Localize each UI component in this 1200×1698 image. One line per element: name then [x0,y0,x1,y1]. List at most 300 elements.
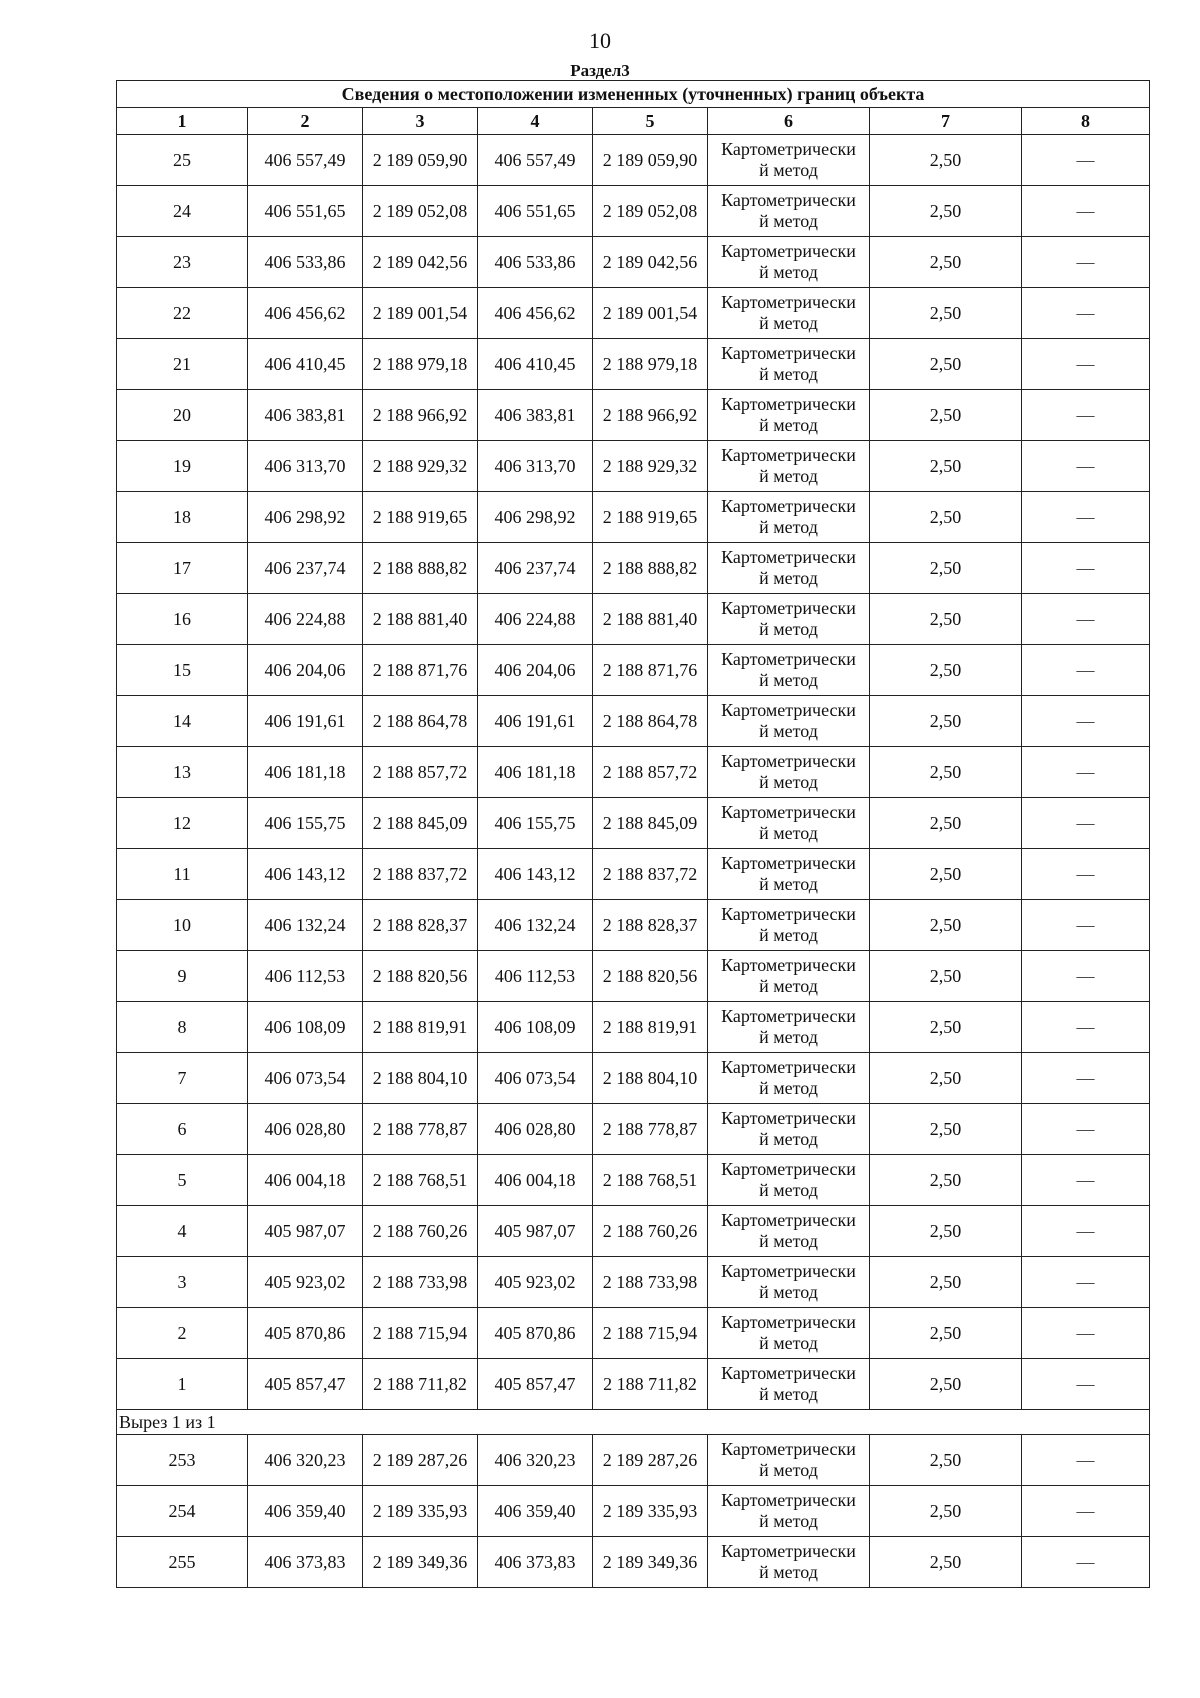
method-text-line1: Картометрически [721,343,856,363]
table-row [117,1435,1150,1486]
description-cell: — [1022,1155,1150,1206]
method-text-line2: й метод [759,1231,818,1251]
column-number: 8 [1022,108,1150,135]
method-cell [708,288,870,339]
method-cell [708,696,870,747]
x-existing-cell: 405 870,86 [248,1308,363,1359]
point-number-cell: 18 [117,492,248,543]
table-row [117,1486,1150,1537]
y-new-cell: 2 188 715,94 [593,1308,708,1359]
y-new-cell: 2 189 349,36 [593,1537,708,1588]
method-text-line1: Картометрически [721,955,856,975]
x-new-cell: 406 191,61 [478,696,593,747]
point-number-cell: 24 [117,186,248,237]
x-existing-cell: 406 373,83 [248,1537,363,1588]
method-text-line2: й метод [759,1384,818,1404]
x-new-cell: 406 028,80 [478,1104,593,1155]
point-number-cell: 20 [117,390,248,441]
y-existing-cell: 2 188 733,98 [363,1257,478,1308]
point-number-cell: 22 [117,288,248,339]
x-existing-cell: 406 204,06 [248,645,363,696]
method-text-line2: й метод [759,823,818,843]
table-row [117,1155,1150,1206]
method-text-line1: Картометрически [721,1006,856,1026]
accuracy-cell: 2,50 [870,645,1022,696]
accuracy-cell: 2,50 [870,1206,1022,1257]
description-cell: — [1022,1206,1150,1257]
x-existing-cell: 406 313,70 [248,441,363,492]
description-cell: — [1022,1002,1150,1053]
x-new-cell: 406 237,74 [478,543,593,594]
method-cell [708,747,870,798]
table-row [117,951,1150,1002]
description-cell: — [1022,951,1150,1002]
method-cell [708,135,870,186]
table-row [117,1308,1150,1359]
table-row [117,1002,1150,1053]
method-cell [708,900,870,951]
description-cell: — [1022,186,1150,237]
accuracy-cell: 2,50 [870,798,1022,849]
x-existing-cell: 406 181,18 [248,747,363,798]
y-new-cell: 2 189 042,56 [593,237,708,288]
x-new-cell: 406 298,92 [478,492,593,543]
method-cell [708,1002,870,1053]
method-cell [708,849,870,900]
description-cell: — [1022,441,1150,492]
y-existing-cell: 2 188 820,56 [363,951,478,1002]
x-existing-cell: 406 191,61 [248,696,363,747]
y-new-cell: 2 188 979,18 [593,339,708,390]
method-text-line1: Картометрически [721,139,856,159]
point-number-cell: 12 [117,798,248,849]
method-text-line2: й метод [759,1562,818,1582]
table-row [117,135,1150,186]
method-text-line2: й метод [759,772,818,792]
method-text-line2: й метод [759,160,818,180]
accuracy-cell: 2,50 [870,1155,1022,1206]
table-row [117,900,1150,951]
y-existing-cell: 2 188 837,72 [363,849,478,900]
method-text-line1: Картометрически [721,1363,856,1383]
y-existing-cell: 2 188 979,18 [363,339,478,390]
description-cell: — [1022,237,1150,288]
method-text-line1: Картометрически [721,1261,856,1281]
x-existing-cell: 406 028,80 [248,1104,363,1155]
method-cell [708,390,870,441]
accuracy-cell: 2,50 [870,594,1022,645]
description-cell: — [1022,900,1150,951]
method-cell [708,1359,870,1410]
method-text-line1: Картометрически [721,904,856,924]
point-number-cell: 17 [117,543,248,594]
y-existing-cell: 2 188 857,72 [363,747,478,798]
accuracy-cell: 2,50 [870,186,1022,237]
point-number-cell: 7 [117,1053,248,1104]
method-text-line2: й метод [759,568,818,588]
y-existing-cell: 2 188 804,10 [363,1053,478,1104]
table-row [117,849,1150,900]
x-new-cell: 405 870,86 [478,1308,593,1359]
method-text-line2: й метод [759,211,818,231]
point-number-cell: 10 [117,900,248,951]
table-row [117,492,1150,543]
method-cell [708,1257,870,1308]
description-cell: — [1022,594,1150,645]
method-text-line1: Картометрически [721,1312,856,1332]
table-row [117,1053,1150,1104]
accuracy-cell: 2,50 [870,237,1022,288]
table-row [117,594,1150,645]
column-number: 3 [363,108,478,135]
x-existing-cell: 406 073,54 [248,1053,363,1104]
point-number-cell: 9 [117,951,248,1002]
y-existing-cell: 2 188 711,82 [363,1359,478,1410]
description-cell: — [1022,1435,1150,1486]
method-cell [708,951,870,1002]
table-row [117,696,1150,747]
x-existing-cell: 406 320,23 [248,1435,363,1486]
point-number-cell: 25 [117,135,248,186]
y-new-cell: 2 188 845,09 [593,798,708,849]
x-existing-cell: 406 557,49 [248,135,363,186]
y-new-cell: 2 188 768,51 [593,1155,708,1206]
method-text-line2: й метод [759,976,818,996]
y-new-cell: 2 188 711,82 [593,1359,708,1410]
y-existing-cell: 2 188 768,51 [363,1155,478,1206]
description-cell: — [1022,543,1150,594]
y-existing-cell: 2 188 819,91 [363,1002,478,1053]
method-text-line1: Картометрически [721,700,856,720]
method-cell [708,1206,870,1257]
description-cell: — [1022,747,1150,798]
y-existing-cell: 2 189 001,54 [363,288,478,339]
x-existing-cell: 406 359,40 [248,1486,363,1537]
table-row [117,390,1150,441]
description-cell: — [1022,1308,1150,1359]
x-new-cell: 406 204,06 [478,645,593,696]
method-text-line2: й метод [759,1282,818,1302]
accuracy-cell: 2,50 [870,1308,1022,1359]
method-text-line1: Картометрически [721,649,856,669]
subsection-row [117,1410,1150,1435]
x-new-cell: 406 557,49 [478,135,593,186]
method-text-line1: Картометрически [721,1439,856,1459]
method-text-line1: Картометрически [721,394,856,414]
accuracy-cell: 2,50 [870,288,1022,339]
y-existing-cell: 2 189 042,56 [363,237,478,288]
method-cell [708,492,870,543]
column-number: 1 [117,108,248,135]
point-number-cell: 6 [117,1104,248,1155]
x-new-cell: 406 155,75 [478,798,593,849]
point-number-cell: 2 [117,1308,248,1359]
y-new-cell: 2 188 966,92 [593,390,708,441]
table-caption-row [117,81,1150,108]
subsection [117,1410,1150,1435]
method-text-line1: Картометрически [721,751,856,771]
method-text-line2: й метод [759,670,818,690]
accuracy-cell: 2,50 [870,1002,1022,1053]
description-cell: — [1022,1537,1150,1588]
x-new-cell: 406 132,24 [478,900,593,951]
method-text-line1: Картометрически [721,445,856,465]
x-new-cell: 406 320,23 [478,1435,593,1486]
method-cell [708,339,870,390]
x-existing-cell: 406 551,65 [248,186,363,237]
y-existing-cell: 2 188 778,87 [363,1104,478,1155]
table-row [117,1104,1150,1155]
table-row [117,441,1150,492]
accuracy-cell: 2,50 [870,1257,1022,1308]
accuracy-cell: 2,50 [870,1486,1022,1537]
method-cell [708,1537,870,1588]
y-new-cell: 2 188 778,87 [593,1104,708,1155]
method-cell [708,1435,870,1486]
description-cell: — [1022,1104,1150,1155]
method-text-line1: Картометрически [721,1108,856,1128]
y-existing-cell: 2 188 888,82 [363,543,478,594]
accuracy-cell: 2,50 [870,135,1022,186]
description-cell: — [1022,1359,1150,1410]
point-number-cell: 5 [117,1155,248,1206]
y-existing-cell: 2 189 349,36 [363,1537,478,1588]
y-new-cell: 2 188 828,37 [593,900,708,951]
x-new-cell: 406 181,18 [478,747,593,798]
method-cell [708,1308,870,1359]
x-existing-cell: 406 004,18 [248,1155,363,1206]
y-existing-cell: 2 188 828,37 [363,900,478,951]
method-text-line1: Картометрически [721,1210,856,1230]
x-existing-cell: 406 112,53 [248,951,363,1002]
table-caption: Сведения о местоположении измененных (уточненных) границ объекта [117,81,1150,108]
point-number-cell: 15 [117,645,248,696]
accuracy-cell: 2,50 [870,441,1022,492]
table-row [117,339,1150,390]
method-cell [708,594,870,645]
y-new-cell: 2 189 287,26 [593,1435,708,1486]
accuracy-cell: 2,50 [870,339,1022,390]
table-row [117,237,1150,288]
table-row [117,1359,1150,1410]
description-cell: — [1022,1257,1150,1308]
accuracy-cell: 2,50 [870,1435,1022,1486]
method-cell [708,237,870,288]
method-text-line2: й метод [759,1078,818,1098]
point-number-cell: 21 [117,339,248,390]
x-new-cell: 406 313,70 [478,441,593,492]
x-new-cell: 406 004,18 [478,1155,593,1206]
table-row [117,747,1150,798]
y-new-cell: 2 189 335,93 [593,1486,708,1537]
y-new-cell: 2 188 857,72 [593,747,708,798]
table-row [117,1206,1150,1257]
x-existing-cell: 406 456,62 [248,288,363,339]
method-text-line1: Картометрически [721,853,856,873]
point-number-cell: 13 [117,747,248,798]
description-cell: — [1022,849,1150,900]
section-title: Раздел3 [570,61,630,80]
description-cell: — [1022,696,1150,747]
accuracy-cell: 2,50 [870,951,1022,1002]
method-text-line1: Картометрически [721,241,856,261]
x-existing-cell: 406 410,45 [248,339,363,390]
point-number-cell: 19 [117,441,248,492]
method-text-line1: Картометрически [721,190,856,210]
column-number: 2 [248,108,363,135]
point-number-cell: 3 [117,1257,248,1308]
column-number: 7 [870,108,1022,135]
method-text-line1: Картометрически [721,802,856,822]
x-new-cell: 406 383,81 [478,390,593,441]
y-existing-cell: 2 188 845,09 [363,798,478,849]
x-new-cell: 406 073,54 [478,1053,593,1104]
description-cell: — [1022,645,1150,696]
point-number-cell: 23 [117,237,248,288]
column-number: 4 [478,108,593,135]
x-new-cell: 406 410,45 [478,339,593,390]
table-row [117,1537,1150,1588]
y-existing-cell: 2 188 929,32 [363,441,478,492]
point-number-cell: 11 [117,849,248,900]
y-new-cell: 2 189 059,90 [593,135,708,186]
y-new-cell: 2 189 001,54 [593,288,708,339]
x-existing-cell: 405 923,02 [248,1257,363,1308]
method-text-line2: й метод [759,874,818,894]
method-text-line2: й метод [759,262,818,282]
y-existing-cell: 2 188 871,76 [363,645,478,696]
y-new-cell: 2 188 804,10 [593,1053,708,1104]
accuracy-cell: 2,50 [870,1104,1022,1155]
accuracy-cell: 2,50 [870,492,1022,543]
point-number-cell: 254 [117,1486,248,1537]
method-text-line1: Картометрически [721,1159,856,1179]
y-new-cell: 2 188 837,72 [593,849,708,900]
method-text-line2: й метод [759,415,818,435]
x-existing-cell: 406 143,12 [248,849,363,900]
method-text-line1: Картометрически [721,1490,856,1510]
method-cell [708,798,870,849]
method-text-line2: й метод [759,1027,818,1047]
method-text-line2: й метод [759,619,818,639]
y-new-cell: 2 188 820,56 [593,951,708,1002]
x-new-cell: 406 224,88 [478,594,593,645]
method-text-line1: Картометрически [721,496,856,516]
x-existing-cell: 405 857,47 [248,1359,363,1410]
method-text-line2: й метод [759,517,818,537]
point-number-cell: 16 [117,594,248,645]
x-existing-cell: 406 383,81 [248,390,363,441]
x-existing-cell: 406 533,86 [248,237,363,288]
description-cell: — [1022,1486,1150,1537]
method-text-line2: й метод [759,925,818,945]
method-text-line2: й метод [759,1129,818,1149]
y-new-cell: 2 188 864,78 [593,696,708,747]
accuracy-cell: 2,50 [870,696,1022,747]
y-new-cell: 2 189 052,08 [593,186,708,237]
y-new-cell: 2 188 888,82 [593,543,708,594]
y-existing-cell: 2 189 052,08 [363,186,478,237]
y-existing-cell: 2 188 715,94 [363,1308,478,1359]
point-number-cell: 4 [117,1206,248,1257]
y-new-cell: 2 188 819,91 [593,1002,708,1053]
method-text-line2: й метод [759,1460,818,1480]
method-text-line2: й метод [759,1180,818,1200]
method-cell [708,1155,870,1206]
y-existing-cell: 2 189 335,93 [363,1486,478,1537]
table-row [117,186,1150,237]
description-cell: — [1022,798,1150,849]
method-text-line2: й метод [759,313,818,333]
method-text-line2: й метод [759,466,818,486]
x-existing-cell: 406 237,74 [248,543,363,594]
table-row [117,1257,1150,1308]
table-body-main [117,135,1150,1410]
table-row [117,645,1150,696]
x-existing-cell: 406 155,75 [248,798,363,849]
table-body-cutout [117,1435,1150,1588]
method-cell [708,1486,870,1537]
table-row [117,543,1150,594]
x-new-cell: 406 551,65 [478,186,593,237]
x-existing-cell: 406 298,92 [248,492,363,543]
x-new-cell: 406 533,86 [478,237,593,288]
x-existing-cell: 406 132,24 [248,900,363,951]
x-new-cell: 405 923,02 [478,1257,593,1308]
y-existing-cell: 2 188 864,78 [363,696,478,747]
y-new-cell: 2 188 871,76 [593,645,708,696]
x-existing-cell: 406 108,09 [248,1002,363,1053]
point-number-cell: 14 [117,696,248,747]
method-cell [708,645,870,696]
column-number: 6 [708,108,870,135]
point-number-cell: 253 [117,1435,248,1486]
method-cell [708,543,870,594]
y-new-cell: 2 188 733,98 [593,1257,708,1308]
description-cell: — [1022,1053,1150,1104]
y-new-cell: 2 188 881,40 [593,594,708,645]
x-new-cell: 406 112,53 [478,951,593,1002]
method-text-line2: й метод [759,1333,818,1353]
table-row [117,798,1150,849]
method-cell [708,1053,870,1104]
y-new-cell: 2 188 929,32 [593,441,708,492]
method-text-line2: й метод [759,721,818,741]
description-cell: — [1022,135,1150,186]
method-text-line2: й метод [759,364,818,384]
subsection-label: Вырез 1 из 1 [117,1410,1150,1435]
method-cell [708,441,870,492]
description-cell: — [1022,288,1150,339]
x-new-cell: 406 108,09 [478,1002,593,1053]
point-number-cell: 8 [117,1002,248,1053]
y-new-cell: 2 188 760,26 [593,1206,708,1257]
accuracy-cell: 2,50 [870,1537,1022,1588]
accuracy-cell: 2,50 [870,747,1022,798]
accuracy-cell: 2,50 [870,849,1022,900]
accuracy-cell: 2,50 [870,1359,1022,1410]
point-number-cell: 255 [117,1537,248,1588]
accuracy-cell: 2,50 [870,900,1022,951]
method-cell [708,186,870,237]
x-existing-cell: 406 224,88 [248,594,363,645]
x-new-cell: 406 373,83 [478,1537,593,1588]
method-text-line1: Картометрически [721,292,856,312]
description-cell: — [1022,390,1150,441]
method-text-line1: Картометрически [721,598,856,618]
point-number-cell: 1 [117,1359,248,1410]
x-new-cell: 405 987,07 [478,1206,593,1257]
